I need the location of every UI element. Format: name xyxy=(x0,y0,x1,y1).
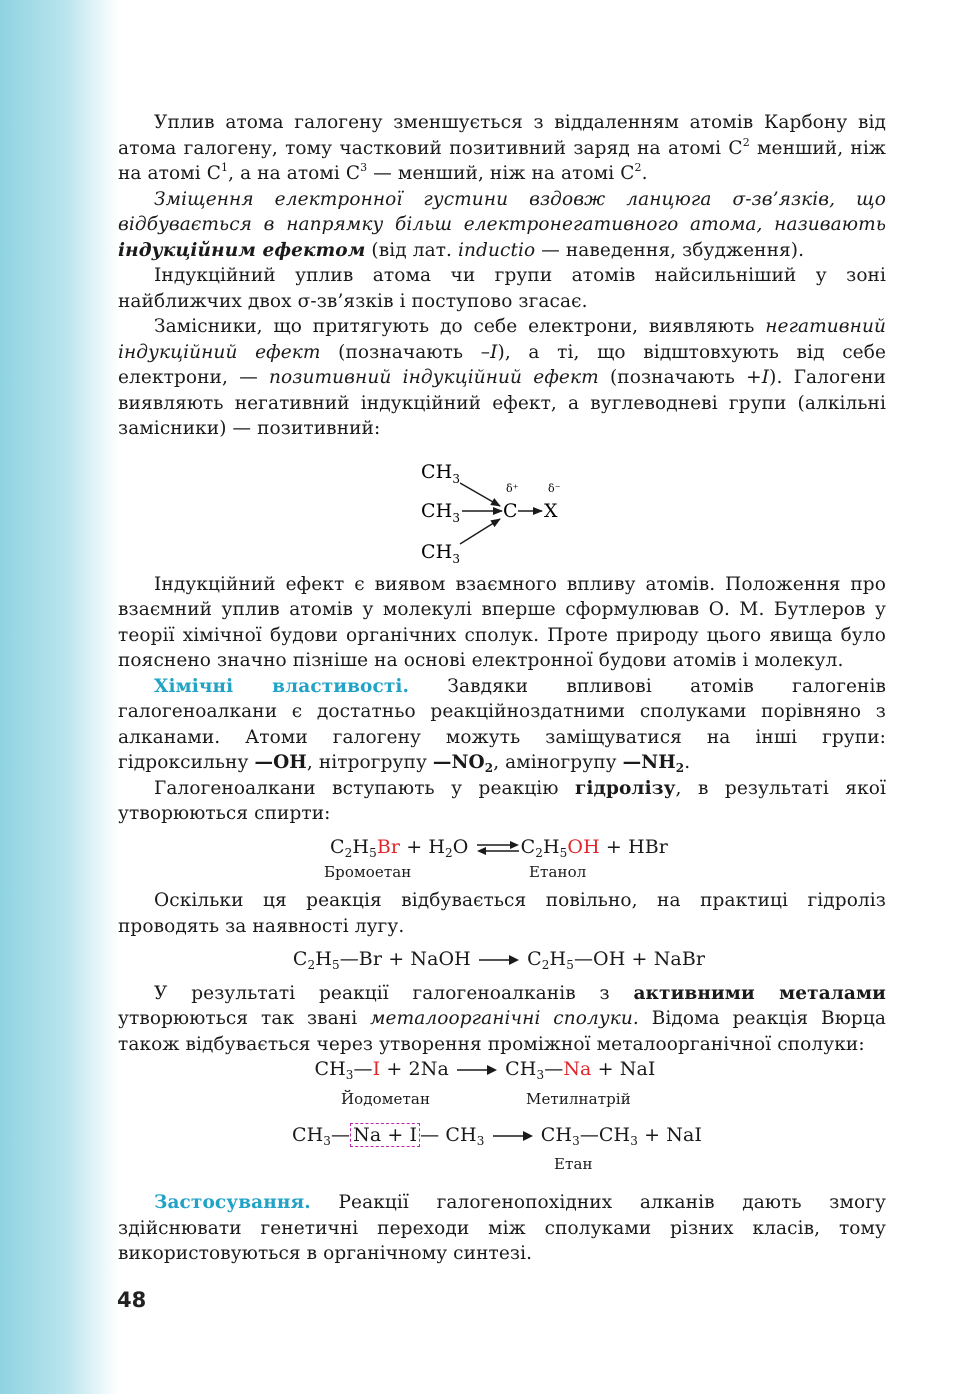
label-bromoethane: Бромоетан xyxy=(324,863,412,881)
wurtz-paragraph xyxy=(118,981,886,1058)
p4-text-c: ), а ті, що відштовхують від себе електрони, — xyxy=(118,341,886,388)
label-ethanol: Етанол xyxy=(529,863,587,881)
group-nh2: —NH xyxy=(622,752,676,773)
alkali-hydrolysis-equation: $C_2H_5—Br$ + NaOH $C_2H_5—OH$ + NaBr xyxy=(292,948,706,972)
label-ethane: Етан xyxy=(554,1155,593,1173)
sodium-atom: Na xyxy=(563,1058,592,1080)
p4-positive-effect: позитивний індукційний ефект xyxy=(269,367,599,388)
organometallic-term: металоорганічні сполуки. xyxy=(370,1008,639,1029)
application-heading: Застосування. xyxy=(154,1192,311,1213)
wurtz-equation: $CH_3—$ Na + I — $CH_3$ $CH_3—CH_3$ + NaI xyxy=(291,1123,703,1148)
hydrolysis-paragraph xyxy=(118,776,886,827)
group-nh2-sub: 2 xyxy=(675,761,685,775)
organometallic-equation: $CH_3—I + 2Na$ $CH_3—Na$ + NaI xyxy=(314,1058,656,1082)
p6-text-b: , нітрогрупу xyxy=(306,752,433,773)
p4-symbol-i-2: I xyxy=(761,367,770,388)
eliminated-nai-box: Na + I xyxy=(350,1123,420,1147)
p4-text-e: ). Галогени виявляють негативний індукційний ефект, а вуглеводневі групи (алкільні замісники) — позитивний: xyxy=(118,367,886,439)
p9-text-c: Відома реакція Вюрца також відбувається через утворення проміжної металоорганічної сполуки: xyxy=(118,1008,886,1055)
paragraph-4 xyxy=(118,314,886,442)
p6-text-a: Завдяки впливові атомів галогенів галогеноалкани є достатньо реакційноздатними сполуками порівняно з алканами. Атоми галогену можуть заміщуватися на інші групи: гідроксильну xyxy=(118,675,886,773)
definition-text-c: — наведення, збудження). xyxy=(535,239,805,261)
arrow-bottom xyxy=(460,519,500,544)
label-methylsodium: Метилнатрій xyxy=(526,1089,631,1108)
label-iodomethane: Йодометан xyxy=(341,1089,431,1108)
p4-text-b: (позначають – xyxy=(320,341,491,363)
halogen-atom: X xyxy=(544,499,558,522)
p1-sup-4: 2 xyxy=(634,161,642,174)
page-side-band xyxy=(0,0,118,1394)
active-metals-term: активними металами xyxy=(633,982,887,1004)
ch3-bottom: $CH_3$ xyxy=(421,540,461,566)
paragraph-5: Індукційний ефект є виявом взаємного впливу атомів. Положення про взаємний уплив атомів у молекулі вперше сформулював О. М. Бутлеров у теорії хімічної будови органічних сполук. Проте природу цього явища було пояснено значно пізніше на основі електронної будови атомів і молекул. xyxy=(118,573,886,671)
p1-sup-3: 3 xyxy=(360,161,368,174)
p9-text-a: У результаті реакції галогеноалканів з xyxy=(154,982,634,1004)
iodine-atom: I xyxy=(372,1058,381,1080)
p7-text-a: Галогеноалкани вступають у реакцію xyxy=(154,777,575,799)
definition-text-b: (від лат. xyxy=(365,239,459,261)
carbon-atom: C xyxy=(503,499,518,522)
p6-text-d: . xyxy=(684,752,691,773)
p4-negative-effect: негативний індукційний ефект xyxy=(118,316,886,363)
p9-text-b: утворюються так звані xyxy=(118,1008,371,1029)
p4-text-a: Замісники, що притягують до себе електрони, виявляють xyxy=(154,316,766,337)
hydrolysis-labels xyxy=(118,860,886,884)
group-no2: —NO xyxy=(432,752,485,773)
p4-text-d: (позначають + xyxy=(598,367,762,388)
paragraph-3: Індукційний уплив атома чи групи атомів найсильніший у зоні найближчих двох σ-зв’язків і поступово згасає. xyxy=(118,265,886,312)
p1-text-c: , а на атомі С xyxy=(228,163,361,184)
reaction-arrow xyxy=(477,954,521,966)
p10-text-a: Реакції галогенопохідних алканів дають змогу здійснювати генетичні переходи між сполуками різних класів, тому використовуються в органічному синтезі. xyxy=(118,1192,886,1264)
inductive-effect-scheme xyxy=(118,442,886,570)
bromine-atom: Br xyxy=(376,835,401,858)
wurtz-labels xyxy=(118,1152,886,1176)
p1-text-e: . xyxy=(641,163,648,184)
paragraph-8: Оскільки ця реакція відбувається повільно, на практиці гідроліз проводять за наявності лугу. xyxy=(118,890,886,937)
p1-text-d: — менший, ніж на атомі С xyxy=(367,163,635,184)
group-oh: —OH xyxy=(254,752,307,773)
page-number: 48 xyxy=(117,1288,147,1312)
delta-minus: δ⁻ xyxy=(548,481,561,495)
definition-term: індукційним ефектом xyxy=(118,239,366,261)
inductive-effect-diagram xyxy=(118,442,886,570)
hydrolysis-equation: $C_2H_5Br + H_2O$ $C_2H_5OH$ + HBr xyxy=(330,835,668,860)
paragraph-1 xyxy=(118,110,886,187)
organometallic-labels xyxy=(118,1087,886,1111)
p1-sup-1: 2 xyxy=(742,135,750,149)
chemical-properties-paragraph xyxy=(118,674,886,776)
reaction-arrow xyxy=(455,1064,499,1076)
arrow-top xyxy=(460,483,500,506)
hydroxyl-group: OH xyxy=(567,835,600,858)
definition-paragraph xyxy=(118,187,886,264)
page-content xyxy=(118,110,886,1267)
definition-italic: Зміщення електронної густини вздовж ланцюга σ-зв’язків, що відбувається в напрямку більш електронегативного атома, називають xyxy=(118,188,886,235)
p7-text-b: , в результаті якої утворюються спирти: xyxy=(118,777,886,824)
hydrolysis-term: гідролізу xyxy=(574,777,676,799)
chemical-properties-heading: Хімічні властивості. xyxy=(154,675,410,697)
p6-text-c: , аміногрупу xyxy=(493,752,623,773)
p1-text-b: менший, ніж на атомі С xyxy=(118,137,887,184)
reversible-arrow xyxy=(475,841,521,855)
definition-latin: inductio xyxy=(458,239,536,261)
group-no2-sub: 2 xyxy=(484,761,494,775)
delta-plus: δ⁺ xyxy=(506,481,519,495)
p1-text-a: Уплив атома галогену зменшується з віддаленням атомів Карбону від атома галогену, тому частковий позитивний заряд на атомі С xyxy=(118,112,886,159)
ch3-top: $CH_3$ xyxy=(421,460,461,486)
reaction-arrow xyxy=(491,1130,535,1142)
p4-symbol-i-1: I xyxy=(490,341,498,363)
p1-sup-2: 1 xyxy=(221,161,229,174)
application-paragraph xyxy=(118,1190,886,1267)
ch3-middle: $CH_3$ xyxy=(421,499,461,525)
